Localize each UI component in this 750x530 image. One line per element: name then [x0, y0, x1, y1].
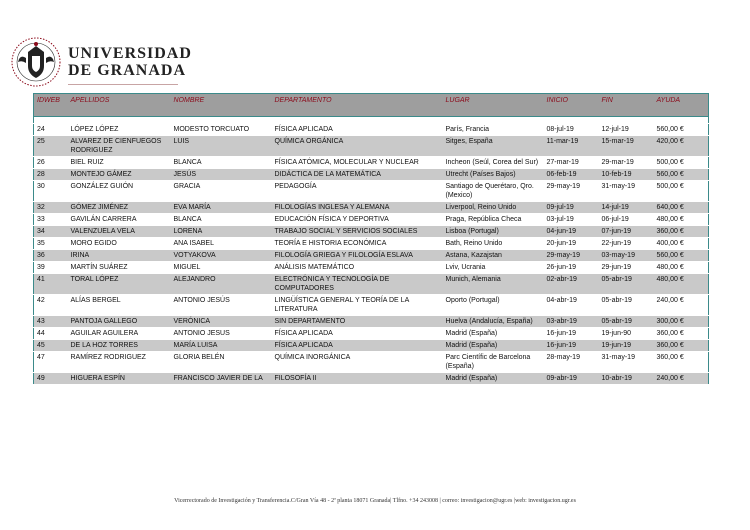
- cell-idweb: 28: [34, 169, 68, 181]
- cell-apellidos: PANTOJA GALLEGO: [68, 316, 171, 328]
- cell-lugar: Incheon (Seúl, Corea del Sur): [443, 157, 544, 169]
- cell-idweb: 43: [34, 316, 68, 328]
- cell-apellidos: MARTÍN SUÁREZ: [68, 262, 171, 274]
- cell-departamento: FÍSICA ATÓMICA, MOLECULAR Y NUCLEAR: [272, 157, 443, 169]
- cell-nombre: MODESTO TORCUATO: [171, 124, 272, 136]
- cell-apellidos: MORO EGIDO: [68, 238, 171, 250]
- cell-ayuda: 300,00 €: [654, 316, 709, 328]
- cell-ayuda: 240,00 €: [654, 373, 709, 385]
- cell-fin: 05-abr-19: [599, 274, 654, 295]
- cell-nombre: ANA ISABEL: [171, 238, 272, 250]
- cell-apellidos: LÓPEZ LÓPEZ: [68, 124, 171, 136]
- cell-fin: 15-mar-19: [599, 136, 654, 157]
- university-name-line2: DE GRANADA: [68, 62, 186, 79]
- cell-fin: 19-jun-19: [599, 340, 654, 352]
- cell-nombre: JESÚS: [171, 169, 272, 181]
- cell-idweb: 35: [34, 238, 68, 250]
- cell-nombre: GRACIA: [171, 181, 272, 202]
- cell-apellidos: DE LA HOZ TORRES: [68, 340, 171, 352]
- cell-lugar: Praga, República Checa: [443, 214, 544, 226]
- cell-idweb: 44: [34, 328, 68, 340]
- cell-lugar: Parc Científic de Barcelona (España): [443, 352, 544, 373]
- cell-inicio: 09-jul-19: [544, 202, 599, 214]
- cell-ayuda: 360,00 €: [654, 226, 709, 238]
- cell-fin: 07-jun-19: [599, 226, 654, 238]
- cell-lugar: Madrid (España): [443, 328, 544, 340]
- cell-fin: 31-may-19: [599, 352, 654, 373]
- table-row: [34, 238, 709, 250]
- cell-departamento: QUÍMICA ORGÁNICA: [272, 136, 443, 157]
- cell-fin: 06-jul-19: [599, 214, 654, 226]
- cell-lugar: Lisboa (Portugal): [443, 226, 544, 238]
- table-row: [34, 373, 709, 385]
- cell-lugar: Santiago de Querétaro, Qro. (Mexico): [443, 181, 544, 202]
- cell-nombre: VERÓNICA: [171, 316, 272, 328]
- cell-lugar: Sitges, España: [443, 136, 544, 157]
- cell-departamento: FILOSOFÍA II: [272, 373, 443, 385]
- cell-departamento: EDUCACIÓN FÍSICA Y DEPORTIVA: [272, 214, 443, 226]
- cell-lugar: Lviv, Ucrania: [443, 262, 544, 274]
- table-row: [34, 157, 709, 169]
- cell-idweb: 47: [34, 352, 68, 373]
- cell-departamento: LINGÜÍSTICA GENERAL Y TEORÍA DE LA LITERATURA: [272, 295, 443, 316]
- table-row: [34, 328, 709, 340]
- column-header-nombre: NOMBRE: [171, 94, 272, 117]
- header-spacer-row: [34, 117, 709, 124]
- cell-nombre: ANTONIO JESÚS: [171, 295, 272, 316]
- cell-ayuda: 360,00 €: [654, 352, 709, 373]
- cell-nombre: EVA MARÍA: [171, 202, 272, 214]
- cell-idweb: 42: [34, 295, 68, 316]
- cell-departamento: PEDAGOGÍA: [272, 181, 443, 202]
- cell-departamento: ANÁLISIS MATEMÁTICO: [272, 262, 443, 274]
- cell-idweb: 25: [34, 136, 68, 157]
- cell-nombre: FRANCISCO JAVIER DE LA: [171, 373, 272, 385]
- cell-idweb: 39: [34, 262, 68, 274]
- cell-nombre: VOTYAKOVA: [171, 250, 272, 262]
- table-row: [34, 316, 709, 328]
- cell-inicio: 04-abr-19: [544, 295, 599, 316]
- cell-apellidos: TORAL LÓPEZ: [68, 274, 171, 295]
- university-name-line1: UNIVERSIDAD: [68, 45, 192, 62]
- cell-inicio: 03-abr-19: [544, 316, 599, 328]
- cell-departamento: TEORÍA E HISTORIA ECONÓMICA: [272, 238, 443, 250]
- cell-apellidos: GÓMEZ JIMÉNEZ: [68, 202, 171, 214]
- cell-inicio: 29-may-19: [544, 181, 599, 202]
- cell-idweb: 36: [34, 250, 68, 262]
- cell-lugar: Huelva (Andalucía, España): [443, 316, 544, 328]
- table-row: [34, 250, 709, 262]
- cell-inicio: 28-may-19: [544, 352, 599, 373]
- cell-inicio: 29-may-19: [544, 250, 599, 262]
- cell-ayuda: 500,00 €: [654, 157, 709, 169]
- cell-idweb: 45: [34, 340, 68, 352]
- cell-departamento: FÍSICA APLICADA: [272, 328, 443, 340]
- cell-apellidos: VALENZUELA VELA: [68, 226, 171, 238]
- cell-idweb: 41: [34, 274, 68, 295]
- cell-lugar: Munich, Alemania: [443, 274, 544, 295]
- table-row: [34, 202, 709, 214]
- header-divider: [68, 84, 178, 85]
- cell-lugar: Astana, Kazajstan: [443, 250, 544, 262]
- cell-departamento: TRABAJO SOCIAL Y SERVICIOS SOCIALES: [272, 226, 443, 238]
- column-header-departamento: DEPARTAMENTO: [272, 94, 443, 117]
- cell-ayuda: 560,00 €: [654, 250, 709, 262]
- footer-contact: Vicerrectorado de Investigación y Transferencia.C/Gran Vía 48 - 2ª planta 18071 Granada| Tlfno. +34 243008 | correo: investigacion@ugr.es |web: investigacion.ugr.es: [174, 498, 576, 504]
- cell-lugar: París, Francia: [443, 124, 544, 136]
- cell-fin: 31-may-19: [599, 181, 654, 202]
- cell-fin: 19-jun-90: [599, 328, 654, 340]
- table-row: [34, 124, 709, 136]
- cell-ayuda: 480,00 €: [654, 214, 709, 226]
- cell-apellidos: GAVILÁN CARRERA: [68, 214, 171, 226]
- cell-fin: 05-abr-19: [599, 295, 654, 316]
- cell-nombre: ANTONIO JESUS: [171, 328, 272, 340]
- cell-fin: 05-abr-19: [599, 316, 654, 328]
- grants-table: [33, 93, 709, 385]
- cell-inicio: 03-jul-19: [544, 214, 599, 226]
- cell-departamento: ELECTRÓNICA Y TECNOLOGÍA DE COMPUTADORES: [272, 274, 443, 295]
- cell-inicio: 04-jun-19: [544, 226, 599, 238]
- cell-ayuda: 500,00 €: [654, 181, 709, 202]
- cell-inicio: 27-mar-19: [544, 157, 599, 169]
- cell-idweb: 26: [34, 157, 68, 169]
- cell-fin: 22-jun-19: [599, 238, 654, 250]
- cell-idweb: 49: [34, 373, 68, 385]
- cell-departamento: FÍSICA APLICADA: [272, 124, 443, 136]
- cell-apellidos: BIEL RUIZ: [68, 157, 171, 169]
- table-header-row: [34, 94, 709, 117]
- cell-idweb: 33: [34, 214, 68, 226]
- table-row: [34, 340, 709, 352]
- university-name: [68, 45, 192, 79]
- cell-inicio: 16-jun-19: [544, 340, 599, 352]
- cell-apellidos: GONZÁLEZ GUIÓN: [68, 181, 171, 202]
- table-row: [34, 262, 709, 274]
- table-row: [34, 295, 709, 316]
- cell-apellidos: IRINA: [68, 250, 171, 262]
- cell-inicio: 09-abr-19: [544, 373, 599, 385]
- cell-lugar: Utrecht (Países Bajos): [443, 169, 544, 181]
- cell-nombre: LORENA: [171, 226, 272, 238]
- cell-idweb: 30: [34, 181, 68, 202]
- table-row: [34, 214, 709, 226]
- cell-departamento: FILOLOGÍA GRIEGA Y FILOLOGÍA ESLAVA: [272, 250, 443, 262]
- cell-ayuda: 560,00 €: [654, 169, 709, 181]
- university-crest-icon: [10, 36, 62, 88]
- cell-nombre: MARÍA LUISA: [171, 340, 272, 352]
- cell-lugar: Madrid (España): [443, 373, 544, 385]
- cell-ayuda: 360,00 €: [654, 328, 709, 340]
- cell-nombre: LUIS: [171, 136, 272, 157]
- cell-idweb: 24: [34, 124, 68, 136]
- cell-ayuda: 560,00 €: [654, 124, 709, 136]
- cell-departamento: QUÍMICA INORGÁNICA: [272, 352, 443, 373]
- table-row: [34, 226, 709, 238]
- cell-nombre: ALEJANDRO: [171, 274, 272, 295]
- cell-ayuda: 240,00 €: [654, 295, 709, 316]
- cell-ayuda: 640,00 €: [654, 202, 709, 214]
- table-row: [34, 136, 709, 157]
- cell-lugar: Oporto (Portugal): [443, 295, 544, 316]
- cell-fin: 29-jun-19: [599, 262, 654, 274]
- column-header-inicio: INICIO: [544, 94, 599, 117]
- cell-nombre: BLANCA: [171, 214, 272, 226]
- cell-apellidos: ALÍAS BERGEL: [68, 295, 171, 316]
- cell-apellidos: AGUILAR AGUILERA: [68, 328, 171, 340]
- cell-apellidos: HIGUERA ESPÍN: [68, 373, 171, 385]
- cell-inicio: 02-abr-19: [544, 274, 599, 295]
- cell-inicio: 08-jul-19: [544, 124, 599, 136]
- table-row: [34, 169, 709, 181]
- cell-inicio: 26-jun-19: [544, 262, 599, 274]
- table-row: [34, 274, 709, 295]
- cell-inicio: 11-mar-19: [544, 136, 599, 157]
- cell-fin: 10-feb-19: [599, 169, 654, 181]
- table-row: [34, 181, 709, 202]
- table-row: [34, 352, 709, 373]
- cell-ayuda: 420,00 €: [654, 136, 709, 157]
- cell-ayuda: 360,00 €: [654, 340, 709, 352]
- cell-lugar: Madrid (España): [443, 340, 544, 352]
- cell-inicio: 06-feb-19: [544, 169, 599, 181]
- cell-apellidos: MONTEJO GÁMEZ: [68, 169, 171, 181]
- cell-idweb: 34: [34, 226, 68, 238]
- cell-ayuda: 480,00 €: [654, 262, 709, 274]
- cell-ayuda: 400,00 €: [654, 238, 709, 250]
- column-header-apellidos: APELLIDOS: [68, 94, 171, 117]
- cell-lugar: Liverpool, Reino Unido: [443, 202, 544, 214]
- cell-apellidos: ALVAREZ DE CIENFUEGOS RODRIGUEZ: [68, 136, 171, 157]
- cell-ayuda: 480,00 €: [654, 274, 709, 295]
- cell-fin: 12-jul-19: [599, 124, 654, 136]
- column-header-idweb: IDWEB: [34, 94, 68, 117]
- column-header-ayuda: AYUDA: [654, 94, 709, 117]
- cell-inicio: 16-jun-19: [544, 328, 599, 340]
- cell-lugar: Bath, Reino Unido: [443, 238, 544, 250]
- cell-departamento: FÍSICA APLICADA: [272, 340, 443, 352]
- cell-nombre: MIGUEL: [171, 262, 272, 274]
- cell-fin: 10-abr-19: [599, 373, 654, 385]
- cell-departamento: FILOLOGÍAS INGLESA Y ALEMANA: [272, 202, 443, 214]
- cell-fin: 29-mar-19: [599, 157, 654, 169]
- cell-fin: 03-may-19: [599, 250, 654, 262]
- cell-departamento: SIN DEPARTAMENTO: [272, 316, 443, 328]
- cell-idweb: 32: [34, 202, 68, 214]
- cell-apellidos: RAMÍREZ RODRIGUEZ: [68, 352, 171, 373]
- column-header-lugar: LUGAR: [443, 94, 544, 117]
- cell-departamento: DIDÁCTICA DE LA MATEMÁTICA: [272, 169, 443, 181]
- cell-nombre: BLANCA: [171, 157, 272, 169]
- column-header-fin: FIN: [599, 94, 654, 117]
- cell-fin: 14-jul-19: [599, 202, 654, 214]
- cell-inicio: 20-jun-19: [544, 238, 599, 250]
- cell-nombre: GLORIA BELÉN: [171, 352, 272, 373]
